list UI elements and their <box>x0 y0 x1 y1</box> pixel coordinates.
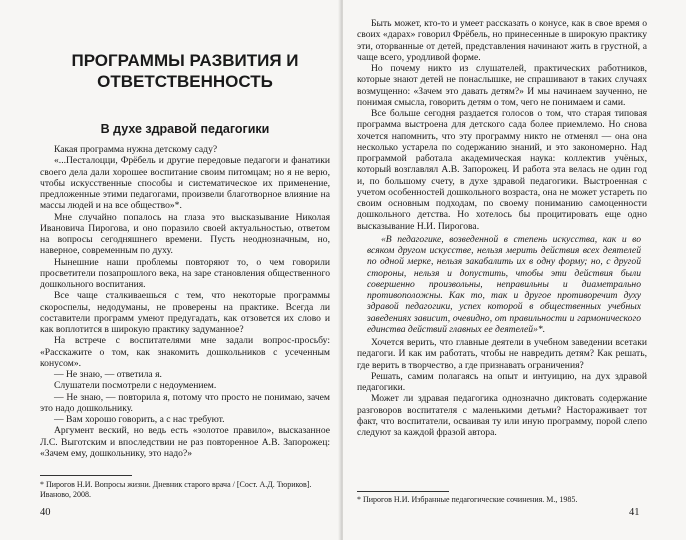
paragraph: Решать, самим полагаясь на опыт и интуицию, на дух здравой педагогики. <box>357 370 647 393</box>
footnote-divider <box>357 491 449 492</box>
chapter-title: ПРОГРАММЫ РАЗВИТИЯ И ОТВЕТСТВЕННОСТЬ <box>71 51 299 91</box>
footnote: * Пирогов Н.И. Избранные педагогические сочинения. М., 1985. <box>357 495 578 504</box>
paragraph: Все больше сегодня раздается голосов о том, что старая типовая программа выстроена для детского сада более приемлемо. Но снова хочется напомнить, что эту программу никто не отменял — она она несколько устарела по содержанию знаний, и это закономерно. Над программой работала академическая наука: коллектив учёных, который возглавлял А.В. Запорожец. И работа эта велась не один год и, по большому счету, в духе здравой педагогики. Выстроенная с учетом особенностей дошкольного возраста, она не может устареть по своим основным подходам, по своему пониманию самоценности дошкольного детства. Но хотелось бы процитировать еще одно высказывание Н.И. Пирогова. <box>357 108 647 232</box>
right-body-text <box>357 18 647 438</box>
paragraph: Слушатели посмотрели с недоумением. <box>54 380 217 392</box>
paragraph: На встрече с воспитателями мне задали вопрос-просьбу: «Расскажите о том, как знакомить дошкольников с усеченным конусом». <box>40 335 330 369</box>
paragraph: Нынешние наши проблемы повторяют то, о чем говорили просветители позапрошлого века, на заре становления общественного дошкольного воспитания. <box>40 256 330 290</box>
footnote-divider <box>40 475 132 476</box>
paragraph: — Не знаю, — повторила я, потому что просто не понимаю, зачем это надо дошкольнику. <box>40 391 330 414</box>
paragraph: Хочется верить, что главные деятели в учебном заведении всетаки педагоги. И как им работать, чтобы не навредить детям? Как решать, где верить в творчество, а где признавать ограничения? <box>357 337 647 371</box>
paragraph: — Не знаю, — ответила я. <box>54 369 162 380</box>
paragraph: — Вам хорошо говорить, а с нас требуют. <box>54 414 225 425</box>
paragraph: Аргумент веский, но ведь есть «золотое правило», высказанное Л.С. Выготским и впоследствии не раз повторенное А.В. Запорожец: «Зачем ему, дошкольнику, это надо?» <box>40 425 330 459</box>
paragraph: Но почему никто из слушателей, практических работников, которые знают детей не понаслышке, не спрашивают в таких случаях возмущенно: «Зачем это давать детям?» И мы начинаем заученно, не понимая смысла, говорить детям о том, чего не понимаем и сами. <box>357 63 647 108</box>
right-page <box>343 0 686 540</box>
paragraph: Быть может, кто-то и умеет рассказать о конусе, как в свое время о своих «дарах» говорил Фрёбель, но принесенные в широкую практику эти, оторванные от детей, представления начинают жить в грустной, а чаще всего, уродливой форме. <box>357 18 647 63</box>
paragraph: Может ли здравая педагогика однозначно диктовать содержание разговоров воспитателя с маленькими детьми? Настораживает тот факт, что воспитатели, осваивая ту или иную программу, порой слепо следуют за каждой фразой автора. <box>357 393 647 438</box>
paragraph: Какая программа нужна детскому саду? <box>54 144 218 155</box>
page-number: 40 <box>40 507 51 518</box>
block-quote: «В педагогике, возведенной в степень искусства, как и во всяком другом искусстве, нельзя мерить действия всех деятелей по одной мерке, нельзя закабалить их в одну форму; но, с другой стороны, нельзя и допустить, чтобы эти действия были совершенно произвольны, неправильны и диаметрально противоположны. Как то, так и другое противоречит духу здравой педагогики, успех которой в общественных учебных заведениях зависит, очевидно, от правильности и гармонического единства действий главных ее деятелей»*. <box>367 233 641 335</box>
section-title: В духе здравой педагогики <box>100 122 270 136</box>
left-page <box>0 0 340 540</box>
paragraph: Все чаще сталкиваешься с тем, что некоторые программы скороспелы, недодуманы, не проверены на практике. Всегда ли составители программ умеют предугадать, как отзовется их слово и как воплотится в широкую практику задуманное? <box>40 290 330 335</box>
page-number: 41 <box>629 507 640 518</box>
left-body-text <box>40 144 330 459</box>
footnote: * Пирогов Н.И. Вопросы жизни. Дневник старого врача / [Сост. А.Д. Тюриков]. Иваново, 2008. <box>40 480 312 499</box>
paragraph: Мне случайно попалось на глаза это высказывание Николая Ивановича Пирогова, и оно поразило своей актуальностью, ответом на вопросы сегодняшнего времени. Пусть неоднозначным, но, наверное, современным по духу. <box>40 211 330 257</box>
paragraph: «...Песталоцци, Фрёбель и другие передовые педагоги и фанатики своего дела дали хорошее воспитание своим питомцам; но я не верю, чтобы искусственные способы и систематическое их применение, предложенные этими педагогами, произвели благотворное влияние на массы людей и на все общество»*. <box>40 155 330 212</box>
